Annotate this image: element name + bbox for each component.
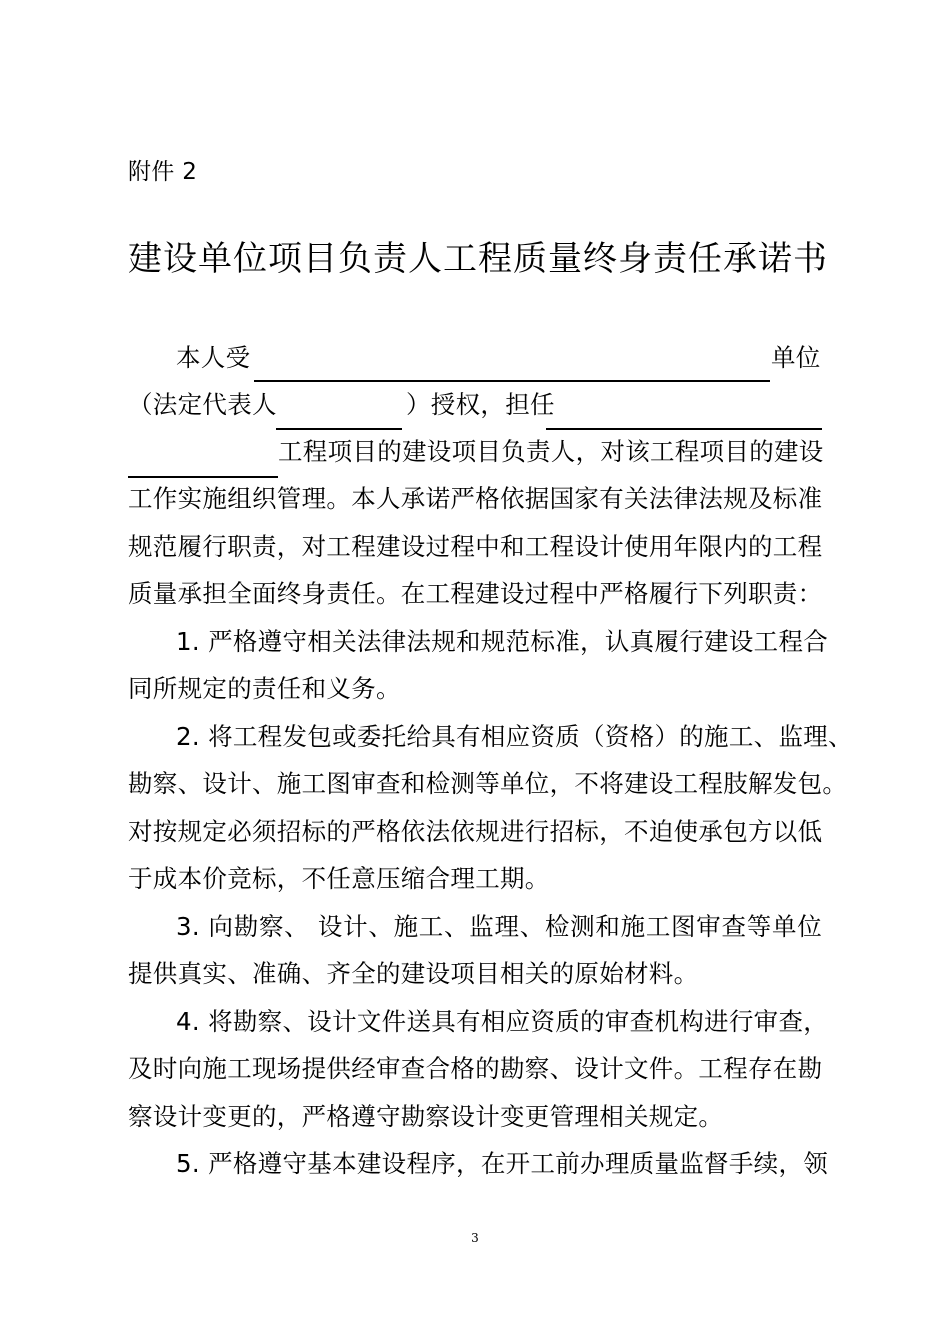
- position-blank: [546, 428, 822, 430]
- item4-line2: 及时向施工现场提供经审查合格的勘察、设计文件。工程存在勘: [128, 1054, 823, 1083]
- intro-line5: 规范履行职责，对工程建设过程中和工程设计使用年限内的工程: [128, 532, 823, 561]
- document-title: 建设单位项目负责人工程质量终身责任承诺书: [128, 239, 828, 279]
- item4-line3: 察设计变更的，严格遵守勘察设计变更管理相关规定。: [128, 1102, 724, 1131]
- item3-line2: 提供真实、准确、齐全的建设项目相关的原始材料。: [128, 959, 699, 988]
- item2-line1: 2. 将工程发包或委托给具有相应资质（资格）的施工、监理、: [176, 722, 853, 751]
- item2-line2: 勘察、设计、施工图审查和检测等单位，不将建设工程肢解发包。: [128, 769, 848, 798]
- item4-line1: 4. 将勘察、设计文件送具有相应资质的审查机构进行审查，: [176, 1007, 829, 1036]
- attachment-label: 附件 2: [128, 159, 198, 185]
- intro-line3: 工程项目的建设项目负责人，对该工程项目的建设: [278, 437, 824, 466]
- item1-line2: 同所规定的责任和义务。: [128, 674, 401, 703]
- item1-line1: 1. 严格遵守相关法律法规和规范标准，认真履行建设工程合: [176, 627, 829, 656]
- legal-representative-blank: [276, 428, 402, 430]
- item3-line1: 3. 向勘察、 设计、施工、监理、检测和施工图审查等单位: [176, 912, 822, 941]
- page-number: 3: [471, 1231, 479, 1245]
- intro-line2-prefix: （法定代表人: [128, 390, 277, 419]
- item2-line4: 于成本价竞标，不任意压缩合理工期。: [128, 864, 550, 893]
- intro-line1-suffix: 单位: [771, 343, 821, 372]
- intro-line6: 质量承担全面终身责任。在工程建设过程中严格履行下列职责：: [128, 579, 823, 608]
- intro-line1-prefix: 本人受: [176, 343, 251, 372]
- intro-line2-middle: ）授权，担任: [406, 390, 555, 419]
- intro-line4: 工作实施组织管理。本人承诺严格依据国家有关法律法规及标准: [128, 484, 823, 513]
- unit-name-blank: [254, 380, 770, 382]
- project-name-blank: [128, 476, 278, 478]
- item2-line3: 对按规定必须招标的严格依法依规进行招标，不迫使承包方以低: [128, 817, 823, 846]
- item5-line1: 5. 严格遵守基本建设程序，在开工前办理质量监督手续，领: [176, 1149, 829, 1178]
